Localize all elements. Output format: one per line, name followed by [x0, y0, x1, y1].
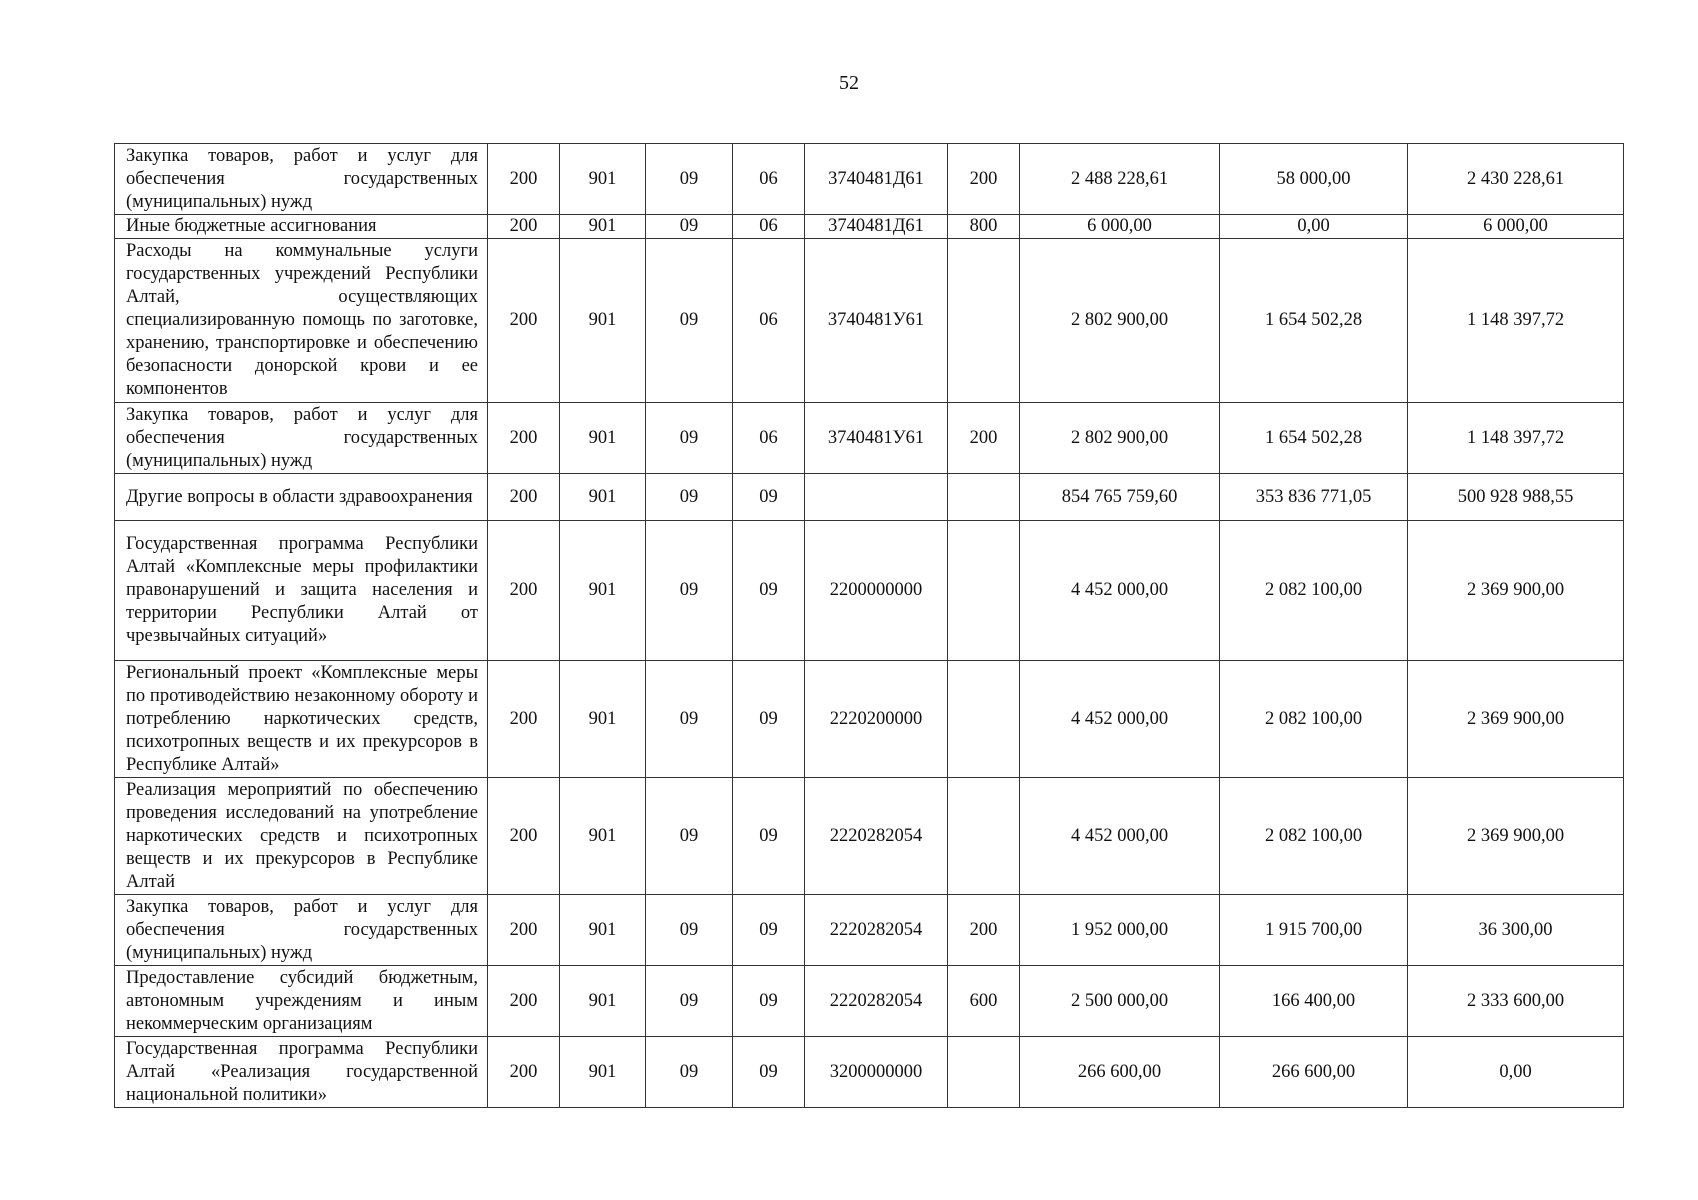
section-cell: 09 — [646, 144, 733, 215]
approved-amount-cell: 2 802 900,00 — [1020, 403, 1220, 474]
remaining-amount-cell: 36 300,00 — [1408, 895, 1624, 966]
code-cell: 200 — [488, 521, 560, 661]
executed-amount-cell: 1 654 502,28 — [1220, 239, 1408, 403]
code-cell: 200 — [488, 966, 560, 1037]
item-name-cell: Государственная программа Республики Алтай «Реализация государственной национальной политики» — [115, 1037, 488, 1108]
expense-type-cell — [948, 521, 1020, 661]
table-row — [115, 895, 1624, 966]
remaining-amount-cell: 1 148 397,72 — [1408, 239, 1624, 403]
item-name-cell: Государственная программа Республики Алтай «Комплексные меры профилактики правонарушений и защита населения и территории Республики Алтай от чрезвычайных ситуаций» — [115, 521, 488, 661]
budget-table — [114, 143, 1624, 1108]
approved-amount-cell: 4 452 000,00 — [1020, 521, 1220, 661]
code-cell: 200 — [488, 144, 560, 215]
target-article-cell: 2220200000 — [805, 661, 948, 778]
table-row — [115, 521, 1624, 661]
item-name-cell: Другие вопросы в области здравоохранения — [115, 474, 488, 521]
executed-amount-cell: 1 654 502,28 — [1220, 403, 1408, 474]
table-row — [115, 661, 1624, 778]
ministry-code-cell: 901 — [560, 474, 646, 521]
code-cell: 200 — [488, 778, 560, 895]
remaining-amount-cell: 2 333 600,00 — [1408, 966, 1624, 1037]
executed-amount-cell: 2 082 100,00 — [1220, 661, 1408, 778]
target-article-cell: 2200000000 — [805, 521, 948, 661]
item-name-cell: Закупка товаров, работ и услуг для обеспечения государственных (муниципальных) нужд — [115, 895, 488, 966]
ministry-code-cell: 901 — [560, 895, 646, 966]
approved-amount-cell: 2 802 900,00 — [1020, 239, 1220, 403]
code-cell: 200 — [488, 1037, 560, 1108]
target-article-cell: 3740481Д61 — [805, 215, 948, 239]
ministry-code-cell: 901 — [560, 521, 646, 661]
subsection-cell: 09 — [733, 521, 805, 661]
executed-amount-cell: 353 836 771,05 — [1220, 474, 1408, 521]
executed-amount-cell: 2 082 100,00 — [1220, 521, 1408, 661]
ministry-code-cell: 901 — [560, 966, 646, 1037]
target-article-cell: 2220282054 — [805, 966, 948, 1037]
approved-amount-cell: 4 452 000,00 — [1020, 661, 1220, 778]
expense-type-cell — [948, 661, 1020, 778]
code-cell: 200 — [488, 661, 560, 778]
page-number: 52 — [839, 72, 859, 94]
code-cell: 200 — [488, 239, 560, 403]
section-cell: 09 — [646, 403, 733, 474]
remaining-amount-cell: 2 369 900,00 — [1408, 521, 1624, 661]
subsection-cell: 06 — [733, 144, 805, 215]
executed-amount-cell: 58 000,00 — [1220, 144, 1408, 215]
code-cell: 200 — [488, 474, 560, 521]
subsection-cell: 09 — [733, 474, 805, 521]
subsection-cell: 09 — [733, 1037, 805, 1108]
target-article-cell: 2220282054 — [805, 778, 948, 895]
remaining-amount-cell: 2 369 900,00 — [1408, 778, 1624, 895]
code-cell: 200 — [488, 403, 560, 474]
code-cell: 200 — [488, 895, 560, 966]
expense-type-cell: 200 — [948, 403, 1020, 474]
table-row — [115, 474, 1624, 521]
executed-amount-cell: 2 082 100,00 — [1220, 778, 1408, 895]
approved-amount-cell: 2 488 228,61 — [1020, 144, 1220, 215]
table-row — [115, 778, 1624, 895]
remaining-amount-cell: 6 000,00 — [1408, 215, 1624, 239]
item-name-cell: Закупка товаров, работ и услуг для обеспечения государственных (муниципальных) нужд — [115, 403, 488, 474]
expense-type-cell — [948, 474, 1020, 521]
subsection-cell: 09 — [733, 895, 805, 966]
ministry-code-cell: 901 — [560, 661, 646, 778]
ministry-code-cell: 901 — [560, 1037, 646, 1108]
expense-type-cell: 200 — [948, 144, 1020, 215]
section-cell: 09 — [646, 966, 733, 1037]
ministry-code-cell: 901 — [560, 778, 646, 895]
target-article-cell: 2220282054 — [805, 895, 948, 966]
ministry-code-cell: 901 — [560, 403, 646, 474]
expense-type-cell — [948, 1037, 1020, 1108]
expense-type-cell — [948, 239, 1020, 403]
section-cell: 09 — [646, 474, 733, 521]
ministry-code-cell: 901 — [560, 239, 646, 403]
item-name-cell: Предоставление субсидий бюджетным, автономным учреждениям и иным некоммерческим организациям — [115, 966, 488, 1037]
table-row — [115, 403, 1624, 474]
target-article-cell: 3740481Д61 — [805, 144, 948, 215]
subsection-cell: 09 — [733, 778, 805, 895]
section-cell: 09 — [646, 521, 733, 661]
remaining-amount-cell: 2 369 900,00 — [1408, 661, 1624, 778]
ministry-code-cell: 901 — [560, 215, 646, 239]
section-cell: 09 — [646, 895, 733, 966]
subsection-cell: 06 — [733, 215, 805, 239]
section-cell: 09 — [646, 778, 733, 895]
item-name-cell: Региональный проект «Комплексные меры по противодействию незаконному обороту и потреблению наркотических средств, психотропных веществ и их прекурсоров в Республике Алтай» — [115, 661, 488, 778]
executed-amount-cell: 0,00 — [1220, 215, 1408, 239]
expense-type-cell: 200 — [948, 895, 1020, 966]
section-cell: 09 — [646, 215, 733, 239]
section-cell: 09 — [646, 1037, 733, 1108]
table-row — [115, 239, 1624, 403]
remaining-amount-cell: 500 928 988,55 — [1408, 474, 1624, 521]
target-article-cell — [805, 474, 948, 521]
executed-amount-cell: 266 600,00 — [1220, 1037, 1408, 1108]
approved-amount-cell: 1 952 000,00 — [1020, 895, 1220, 966]
section-cell: 09 — [646, 239, 733, 403]
target-article-cell: 3200000000 — [805, 1037, 948, 1108]
subsection-cell: 09 — [733, 966, 805, 1037]
item-name-cell: Реализация мероприятий по обеспечению проведения исследований на употребление наркотических средств и психотропных веществ и их прекурсоров в Республике Алтай — [115, 778, 488, 895]
remaining-amount-cell: 1 148 397,72 — [1408, 403, 1624, 474]
item-name-cell: Иные бюджетные ассигнования — [115, 215, 488, 239]
expense-type-cell: 800 — [948, 215, 1020, 239]
approved-amount-cell: 266 600,00 — [1020, 1037, 1220, 1108]
approved-amount-cell: 4 452 000,00 — [1020, 778, 1220, 895]
table-row — [115, 1037, 1624, 1108]
item-name-cell: Расходы на коммунальные услуги государственных учреждений Республики Алтай, осуществляющих специализированную помощь по заготовке, хранению, транспортировке и обеспечению безопасности донорской крови и ее компонентов — [115, 239, 488, 403]
approved-amount-cell: 6 000,00 — [1020, 215, 1220, 239]
section-cell: 09 — [646, 661, 733, 778]
ministry-code-cell: 901 — [560, 144, 646, 215]
remaining-amount-cell: 0,00 — [1408, 1037, 1624, 1108]
target-article-cell: 3740481У61 — [805, 239, 948, 403]
code-cell: 200 — [488, 215, 560, 239]
table-row — [115, 144, 1624, 215]
subsection-cell: 06 — [733, 239, 805, 403]
expense-type-cell: 600 — [948, 966, 1020, 1037]
subsection-cell: 09 — [733, 661, 805, 778]
remaining-amount-cell: 2 430 228,61 — [1408, 144, 1624, 215]
approved-amount-cell: 854 765 759,60 — [1020, 474, 1220, 521]
executed-amount-cell: 166 400,00 — [1220, 966, 1408, 1037]
target-article-cell: 3740481У61 — [805, 403, 948, 474]
executed-amount-cell: 1 915 700,00 — [1220, 895, 1408, 966]
item-name-cell: Закупка товаров, работ и услуг для обеспечения государственных (муниципальных) нужд — [115, 144, 488, 215]
table-row — [115, 966, 1624, 1037]
table-row — [115, 215, 1624, 239]
expense-type-cell — [948, 778, 1020, 895]
subsection-cell: 06 — [733, 403, 805, 474]
approved-amount-cell: 2 500 000,00 — [1020, 966, 1220, 1037]
